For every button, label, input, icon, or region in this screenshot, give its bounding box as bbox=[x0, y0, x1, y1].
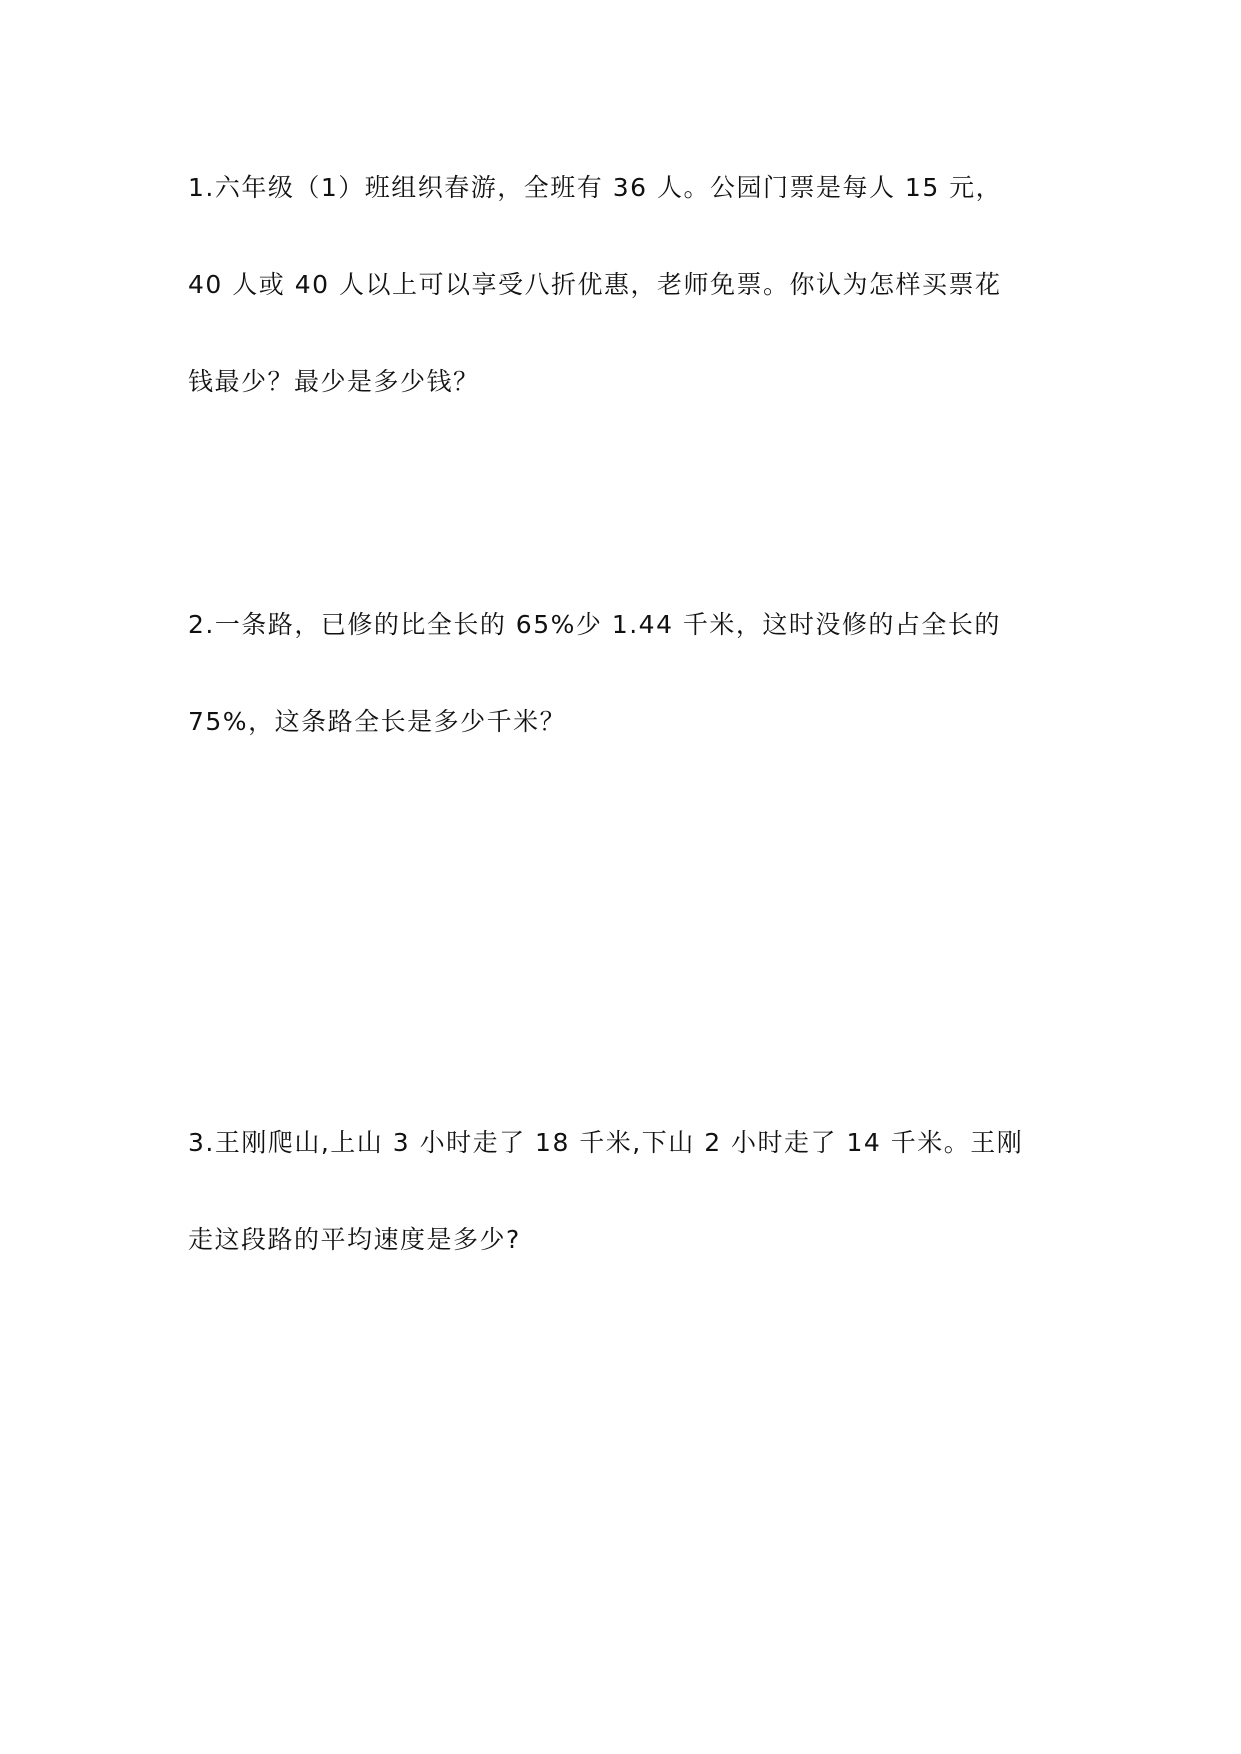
question-3-line-2: 走这段路的平均速度是多少? bbox=[188, 1225, 521, 1254]
question-2-line-2: 75%，这条路全长是多少千米？ bbox=[188, 707, 567, 736]
question-1-line-2: 40 人或 40 人以上可以享受八折优惠，老师免票。你认为怎样买票花 bbox=[188, 270, 1002, 299]
question-1-line-1: 1.六年级（1）班组织春游，全班有 36 人。公园门票是每人 15 元， bbox=[188, 173, 1003, 202]
question-2-line-1: 2.一条路，已修的比全长的 65%少 1.44 千米，这时没修的占全长的 bbox=[188, 610, 1001, 639]
question-3-line-1: 3.王刚爬山,上山 3 小时走了 18 千米,下山 2 小时走了 14 千米。王刚 bbox=[188, 1128, 1024, 1157]
question-1-line-3: 钱最少？最少是多少钱？ bbox=[188, 367, 480, 396]
